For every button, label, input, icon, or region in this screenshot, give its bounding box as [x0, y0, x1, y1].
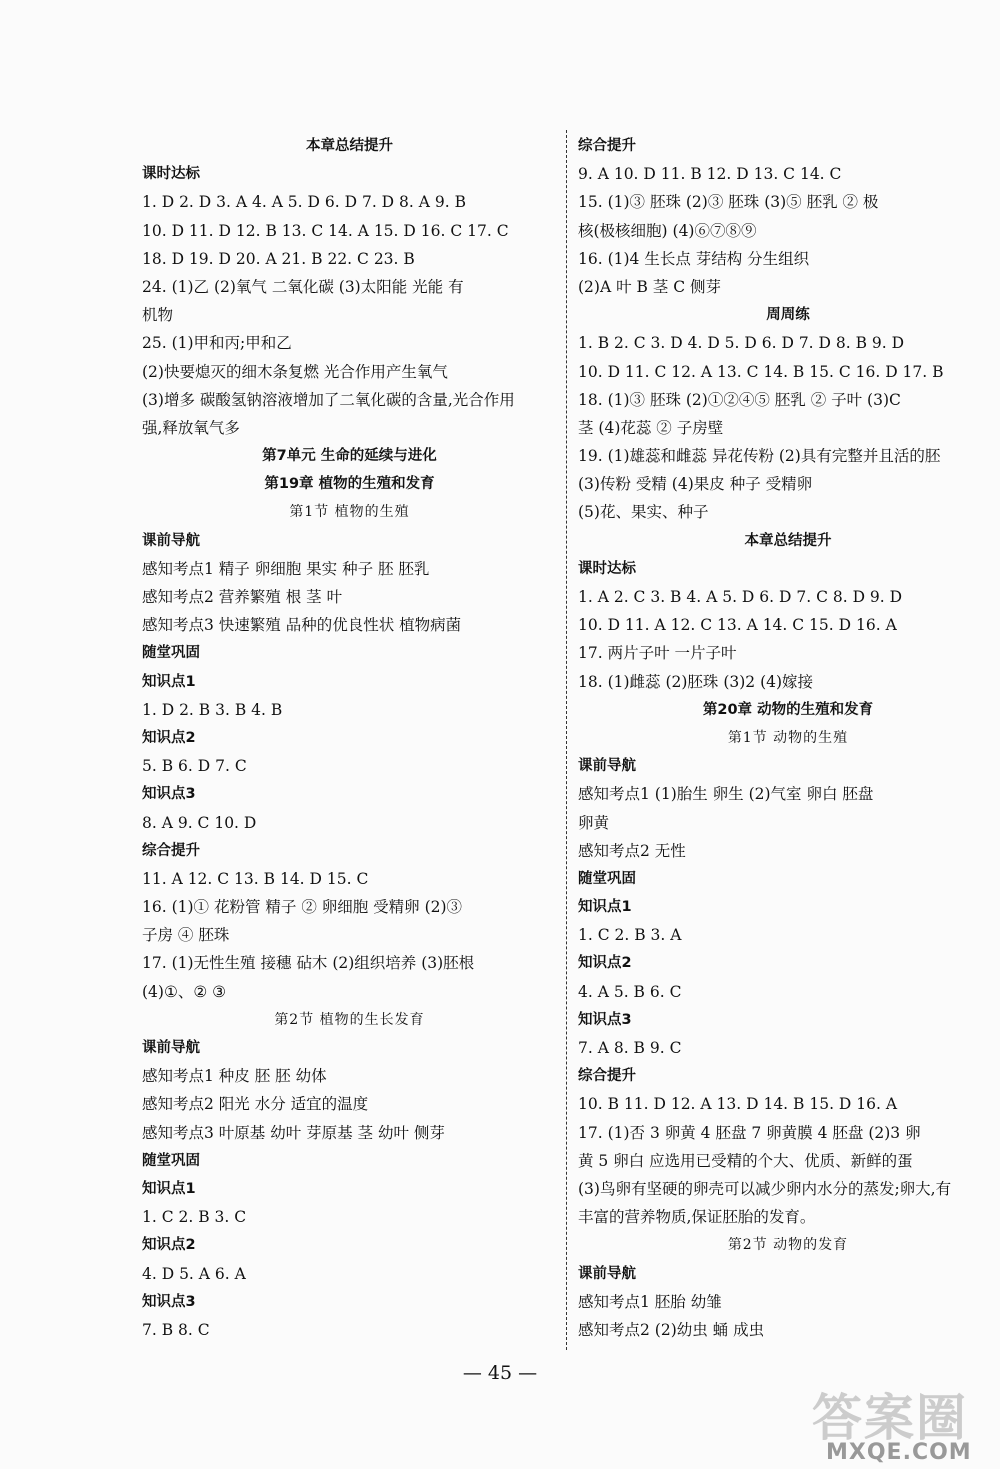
left-line: 知识点2 — [142, 729, 196, 746]
right-line: 茎 (4)花蕊 ② 子房壁 — [578, 418, 724, 437]
right-line: 10. B 11. D 12. A 13. D 14. B 15. D 16. A — [578, 1095, 898, 1114]
right-line: 课时达标 — [578, 560, 636, 577]
left-line: 4. D 5. A 6. A — [142, 1264, 246, 1283]
left-line: 25. (1)甲和丙;甲和乙 — [142, 334, 292, 353]
right-line: 卵黄 — [578, 813, 610, 832]
right-line: 1. B 2. C 3. D 4. D 5. D 6. D 7. D 8. B 9. D — [578, 334, 905, 353]
right-line: 15. (1)③ 胚珠 (2)③ 胚珠 (3)⑤ 胚乳 ② 极 — [578, 193, 879, 212]
left-line: 感知考点3 快速繁殖 品种的优良性状 植物病菌 — [142, 616, 462, 635]
left-line: 随堂巩固 — [142, 1152, 200, 1169]
left-line: 感知考点2 营养繁殖 根 茎 叶 — [142, 588, 343, 606]
left-line: (4)①、② ③ — [142, 982, 227, 1001]
left-line: 知识点1 — [142, 1180, 196, 1197]
left-line: 子房 ④ 胚珠 — [142, 926, 230, 945]
right-line: 核(极核细胞) (4)⑥⑦⑧⑨ — [578, 221, 757, 240]
right-line: (5)花、果实、种子 — [578, 503, 709, 522]
right-line: 16. (1)4 生长点 芽结构 分生组织 — [578, 249, 810, 268]
right-line: 10. D 11. A 12. C 13. A 14. C 15. D 16. A — [578, 616, 897, 635]
left-line: 18. D 19. D 20. A 21. B 22. C 23. B — [142, 249, 415, 268]
left-line: 5. B 6. D 7. C — [142, 757, 247, 776]
left-line: 强,释放氧气多 — [142, 418, 240, 437]
right-line: 19. (1)雄蕊和雌蕊 异花传粉 (2)具有完整并且活的胚 — [578, 447, 941, 466]
left-line: 课前导航 — [142, 1040, 200, 1056]
right-line: 知识点1 — [578, 899, 632, 916]
left-line: 感知考点1 种皮 胚 胚 幼体 — [142, 1067, 327, 1086]
left-line: 1. D 2. D 3. A 4. A 5. D 6. D 7. D 8. A 9. B — [142, 193, 466, 212]
left-line: 第7单元 生命的延续与进化 — [262, 448, 437, 465]
right-line: 感知考点2 (2)幼虫 蛹 成虫 — [578, 1320, 765, 1339]
left-line: 1. C 2. B 3. C — [142, 1208, 247, 1227]
right-line: 随堂巩固 — [578, 870, 636, 887]
right-line: 综合提升 — [578, 138, 636, 154]
left-line: 知识点2 — [142, 1237, 196, 1254]
right-line: 10. D 11. C 12. A 13. C 14. B 15. C 16. D 17. B — [578, 362, 944, 381]
right-line: 黄 5 卵白 应选用已受精的个大、优质、新鲜的蛋 — [578, 1151, 913, 1170]
left-line: 第1节 植物的生殖 — [289, 504, 410, 521]
right-line: 知识点3 — [578, 1011, 632, 1028]
right-column — [578, 132, 998, 1344]
left-line: 知识点3 — [142, 1293, 196, 1310]
left-line: 课前导航 — [142, 532, 200, 549]
right-line: 4. A 5. B 6. C — [578, 982, 682, 1001]
right-line: 感知考点1 胚胎 幼雏 — [578, 1292, 722, 1311]
right-line: 感知考点1 (1)胎生 卵生 (2)气室 卵白 胚盘 — [578, 785, 874, 804]
left-column — [142, 132, 557, 1344]
left-line: 7. B 8. C — [142, 1320, 210, 1339]
right-line: 周周练 — [766, 307, 810, 324]
right-line: 感知考点2 无性 — [578, 841, 686, 860]
left-line: 感知考点2 阳光 水分 适宜的温度 — [142, 1095, 369, 1114]
left-line: 知识点3 — [142, 786, 196, 803]
left-line: 知识点1 — [142, 673, 196, 690]
left-line: 感知考点3 叶原基 幼叶 芽原基 茎 幼叶 侧芽 — [142, 1123, 445, 1142]
right-line: 9. A 10. D 11. B 12. D 13. C 14. C — [578, 165, 842, 184]
left-line: 10. D 11. D 12. B 13. C 14. A 15. D 16. C 17. C — [142, 221, 509, 240]
right-line: 1. C 2. B 3. A — [578, 926, 682, 945]
left-line: (2)快要熄灭的细木条复燃 光合作用产生氧气 — [142, 362, 448, 381]
right-line: 课前导航 — [578, 758, 636, 775]
left-line: 24. (1)乙 (2)氧气 二氧化碳 (3)太阳能 光能 有 — [142, 277, 464, 296]
left-line: 11. A 12. C 13. B 14. D 15. C — [142, 869, 369, 888]
right-line: 18. (1)雌蕊 (2)胚珠 (3)2 (4)嫁接 — [578, 672, 814, 691]
column-divider — [566, 130, 567, 1350]
right-line: 1. A 2. C 3. B 4. A 5. D 6. D 7. C 8. D 9. D — [578, 588, 903, 606]
left-line: (3)增多 碳酸氢钠溶液增加了二氧化碳的含量,光合作用 — [142, 390, 515, 409]
right-line: (2)A 叶 B 茎 C 侧芽 — [578, 277, 722, 296]
left-line: 感知考点1 精子 卵细胞 果实 种子 胚 胚乳 — [142, 559, 430, 578]
left-line: 1. D 2. B 3. B 4. B — [142, 700, 283, 719]
right-line: (3)鸟卵有坚硬的卵壳可以减少卵内水分的蒸发;卵大,有 — [578, 1179, 952, 1198]
right-line: 第20章 动物的生殖和发育 — [702, 701, 874, 718]
right-line: (3)传粉 受精 (4)果皮 种子 受精卵 — [578, 475, 813, 494]
left-line: 课时达标 — [142, 166, 200, 183]
right-line: 综合提升 — [578, 1068, 636, 1085]
right-line: 知识点2 — [578, 955, 632, 972]
right-line: 第2节 动物的发育 — [727, 1237, 849, 1254]
right-line: 17. (1)否 3 卵黄 4 胚盘 7 卵黄膜 4 胚盘 (2)3 卵 — [578, 1123, 921, 1142]
page-number: — 45 — — [462, 1362, 538, 1384]
left-line: 16. (1)① 花粉管 精子 ② 卵细胞 受精卵 (2)③ — [142, 898, 463, 917]
left-line: 第2节 植物的生长发育 — [274, 1011, 425, 1028]
right-line: 课前导航 — [578, 1265, 636, 1282]
left-line: 综合提升 — [142, 842, 200, 859]
left-line: 第19章 植物的生殖和发育 — [264, 476, 435, 493]
right-line: 17. 两片子叶 一片子叶 — [578, 644, 737, 663]
watermark-logo: 答案圈 — [812, 1389, 968, 1447]
watermark-url: MXQE.COM — [826, 1440, 972, 1465]
left-line: 17. (1)无性生殖 接穗 砧木 (2)组织培养 (3)胚根 — [142, 954, 475, 973]
right-line: 丰富的营养物质,保证胚胎的发育。 — [578, 1208, 816, 1227]
right-line: 18. (1)③ 胚珠 (2)①②④⑤ 胚乳 ② 子叶 (3)C — [578, 390, 901, 409]
left-line: 随堂巩固 — [142, 645, 200, 662]
left-line: 本章总结提升 — [306, 138, 393, 154]
right-line: 本章总结提升 — [744, 532, 832, 549]
left-line: 8. A 9. C 10. D — [142, 813, 257, 832]
right-line: 7. A 8. B 9. C — [578, 1039, 682, 1057]
right-line: 第1节 动物的生殖 — [727, 729, 849, 746]
left-line: 机物 — [142, 306, 174, 325]
